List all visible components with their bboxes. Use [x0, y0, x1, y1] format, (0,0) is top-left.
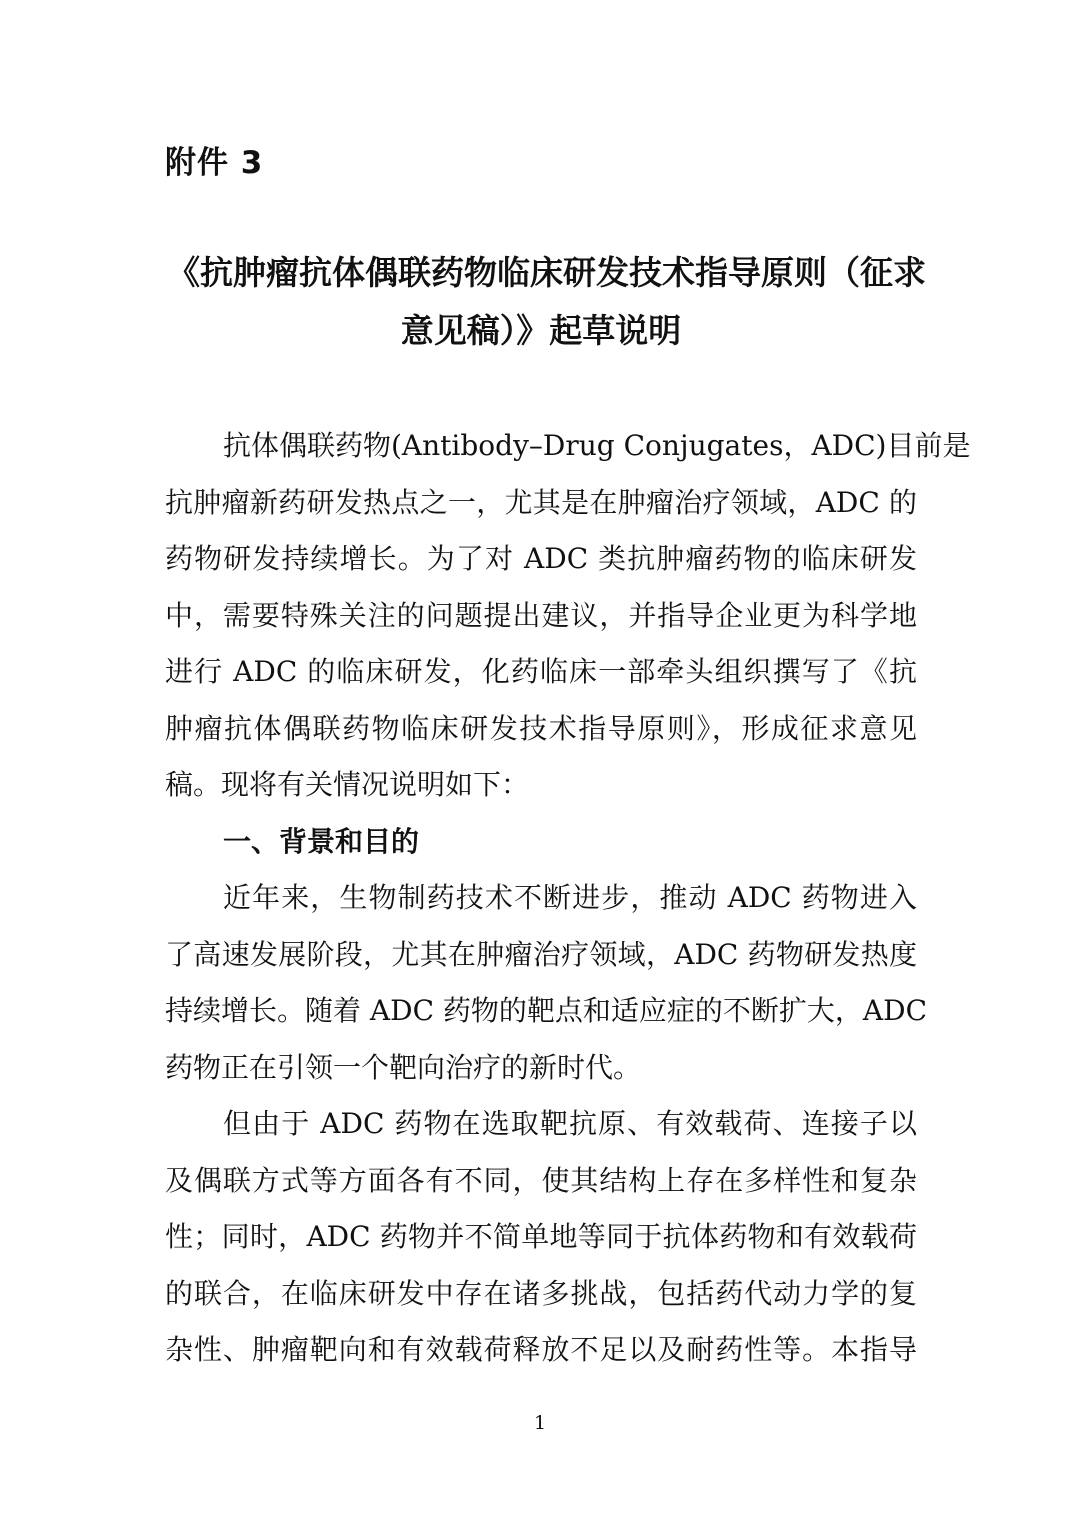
section1-paragraph-1 [165, 870, 927, 1096]
document-body [165, 418, 971, 1379]
body-line: 但由于 ADC 药物在选取靶抗原、有效载荷、连接子以 [223, 1107, 917, 1140]
page-number: 1 [533, 1412, 547, 1434]
section-heading: 一、背景和目的 [223, 824, 420, 858]
body-line: 中，需要特殊关注的问题提出建议，并指导企业更为科学地 [165, 598, 917, 632]
body-line: 了高速发展阶段，尤其在肿瘤治疗领域，ADC 药物研发热度 [165, 937, 917, 971]
body-line: 稿。现将有关情况说明如下： [165, 768, 530, 801]
body-line: 及偶联方式等方面各有不同，使其结构上存在多样性和复杂 [165, 1163, 917, 1197]
title-line-2: 意见稿）》起草说明 [400, 311, 682, 350]
body-line: 性；同时，ADC 药物并不简单地等同于抗体药物和有效载荷 [165, 1220, 917, 1253]
body-line: 持续增长。随着 ADC 药物的靶点和适应症的不断扩大，ADC [165, 994, 927, 1027]
body-line: 抗肿瘤新药研发热点之一，尤其是在肿瘤治疗领域，ADC 的 [165, 485, 917, 519]
body-line: 的联合，在临床研发中存在诸多挑战，包括药代动力学的复 [165, 1276, 917, 1310]
body-line: 杂性、肿瘤靶向和有效载荷释放不足以及耐药性等。本指导 [165, 1333, 917, 1366]
body-line: 抗体偶联药物(Antibody–Drug Conjugates，ADC)目前是 [223, 429, 971, 462]
intro-paragraph [165, 418, 971, 814]
section1-paragraph-2 [165, 1096, 917, 1379]
attachment-label: 附件 3 [165, 145, 264, 181]
body-line: 药物正在引领一个靶向治疗的新时代。 [165, 1050, 642, 1084]
document-title [165, 244, 926, 360]
body-line: 近年来，生物制药技术不断进步，推动 ADC 药物进入 [223, 881, 917, 914]
body-line: 进行 ADC 的临床研发，化药临床一部牵头组织撰写了《抗 [165, 655, 917, 688]
body-line: 药物研发持续增长。为了对 ADC 类抗肿瘤药物的临床研发 [165, 542, 917, 575]
body-line: 肿瘤抗体偶联药物临床研发技术指导原则》，形成征求意见 [165, 711, 917, 745]
title-line-1: 《抗肿瘤抗体偶联药物临床研发技术指导原则（征求 [167, 253, 926, 292]
